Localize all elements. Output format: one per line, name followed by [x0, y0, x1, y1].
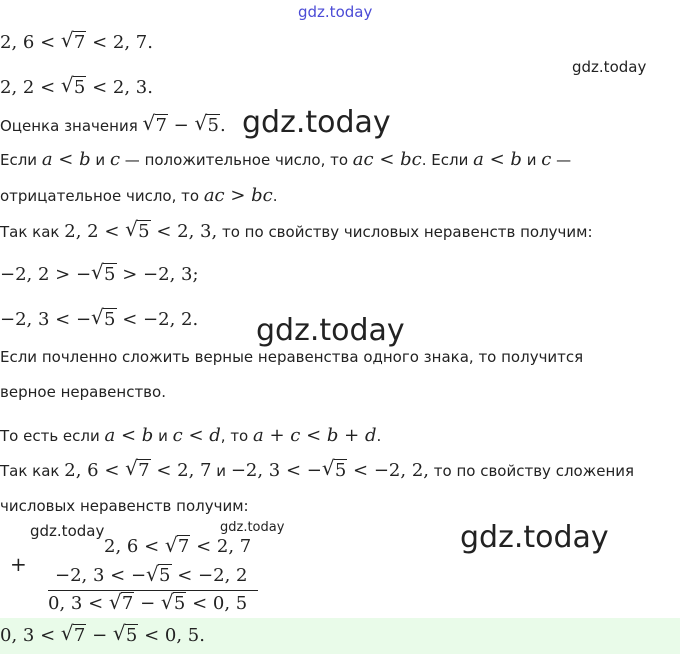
watermark: gdz.today [30, 522, 105, 540]
we-get-text: числовых неравенств получим: [0, 497, 249, 515]
watermark-large: gdz.today [242, 105, 391, 140]
addition-rule-text-cont: верное неравенство. [0, 383, 166, 401]
sqrt-sign: √ 7 [61, 33, 86, 53]
sqrt-sign: √ 5 [61, 78, 86, 98]
watermark-large: gdz.today [460, 520, 609, 555]
estimate-heading: Оценка значения √ 7 − √ 5. [0, 116, 226, 136]
addition-rule-formal: То есть если a < b и c < d, то a + c < b + d. [0, 425, 382, 446]
column-row-2: −2, 3 < −√ 5 < −2, 2 [55, 565, 247, 586]
final-answer: 0, 3 < √ 7 − √ 5 < 0, 5. [0, 626, 205, 646]
since-statement-2: Так как 2, 6 < √ 7 < 2, 7 и −2, 3 < −√ 5 < −2, 2, то по свойству сложения [0, 461, 634, 481]
column-row-1: 2, 6 < √ 7 < 2, 7 [104, 536, 251, 557]
addition-rule-text: Если почленно сложить верные неравенства одного знака, то получится [0, 348, 584, 366]
watermark: gdz.today [220, 520, 285, 535]
column-sum: 0, 3 < √ 7 − √ 5 < 0, 5 [48, 593, 247, 614]
negated-inequality: −2, 2 > −√ 5 > −2, 3; [0, 265, 199, 285]
since-statement: Так как 2, 2 < √ 5 < 2, 3, то по свойству числовых неравенств получим: [0, 222, 593, 242]
watermark: gdz.today [572, 58, 647, 76]
rule-multiplication: Если a < b и c — положительное число, то ac < bc. Если a < b и c — [0, 149, 572, 170]
watermark-top: gdz.today [298, 3, 373, 21]
inequality-sqrt5: 2, 2 < √ 5 < 2, 3. [0, 78, 153, 98]
rule-multiplication-cont: отрицательное число, то ac > bc. [0, 185, 278, 206]
inequality-sqrt7: 2, 6 < √ 7 < 2, 7. [0, 33, 153, 53]
plus-sign: + [10, 552, 27, 576]
sum-line [48, 590, 258, 591]
negated-inequality-reversed: −2, 3 < −√ 5 < −2, 2. [0, 310, 198, 330]
watermark-large: gdz.today [256, 313, 405, 348]
